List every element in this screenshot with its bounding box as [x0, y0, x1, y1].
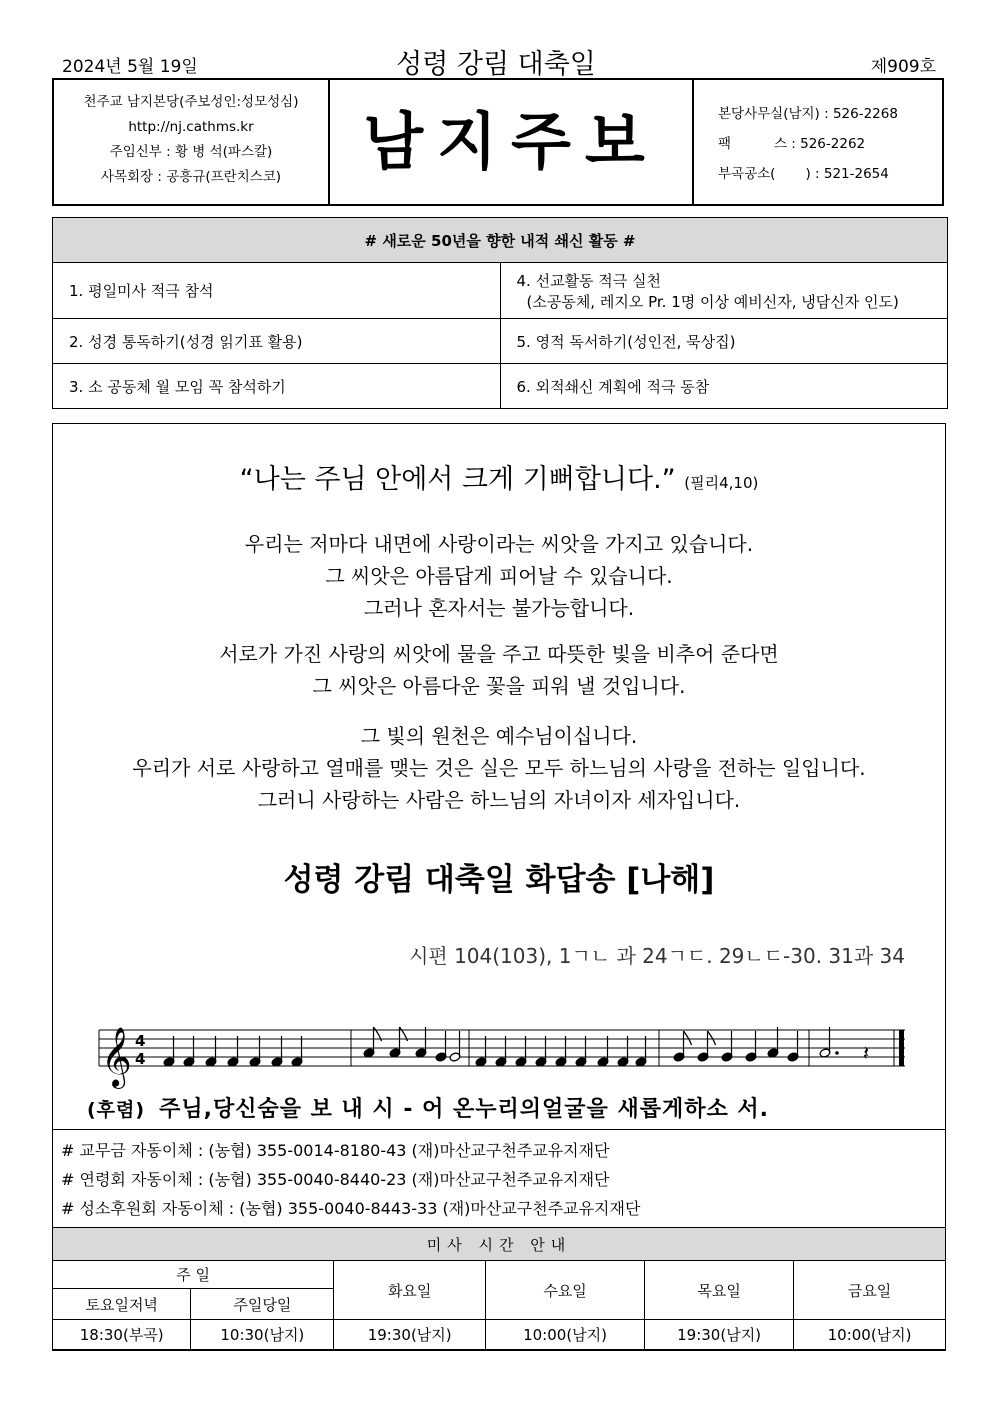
- refrain-tag: (후렴): [87, 1099, 146, 1121]
- reflection-line: 그 씨앗은 아름다운 꽃을 피워 낼 것입니다.: [312, 674, 686, 698]
- music-staff: [89, 1016, 909, 1090]
- contact-list: [692, 80, 942, 204]
- quote-text: “나는 주님 안에서 크게 기뻐합니다.”: [239, 464, 676, 495]
- reflection-line: 그 빛의 원천은 예수님이십니다.: [360, 724, 638, 748]
- activity-4-detail: (소공동체, 레지오 Pr. 1명 이상 예비신자, 냉담신자 인도): [526, 292, 899, 311]
- sunday-label: 주 일: [53, 1261, 334, 1289]
- reflection-line: 그 씨앗은 아름답게 피어날 수 있습니다.: [325, 564, 673, 588]
- contact-bugok: 부곡공소( ) : 521-2654: [718, 166, 889, 182]
- account-list: [53, 1129, 945, 1223]
- reflection-line: 서로가 가진 사랑의 씨앗에 물을 주고 따뜻한 빛을 비추어 준다면: [219, 642, 779, 666]
- mass-heading: 미사 시간 안내: [53, 1228, 946, 1261]
- reflection-line: 우리가 서로 사랑하고 열매를 맺는 것은 실은 모두 하느님의 사랑을 전하는 일입니다.: [132, 756, 866, 780]
- masthead: [52, 78, 944, 206]
- wednesday-label: 수요일: [486, 1261, 645, 1320]
- treble-clef-icon: 𝄞: [101, 1027, 132, 1087]
- pastor: 주임신부 : 황 병 석(파스칼): [109, 144, 273, 160]
- reflection-paragraph-2: [53, 638, 945, 702]
- time-friday: 10:00(남지): [794, 1320, 946, 1350]
- note-flag: [684, 1031, 692, 1045]
- scripture-quote: [53, 457, 945, 496]
- sunday-day-label: 주일당일: [191, 1289, 334, 1320]
- time-wednesday: 10:00(남지): [486, 1320, 645, 1350]
- thursday-label: 목요일: [645, 1261, 794, 1320]
- time-signature-top: 4: [135, 1032, 146, 1050]
- note-flag: [708, 1031, 716, 1045]
- time-tuesday: 19:30(남지): [334, 1320, 486, 1350]
- parish-name: 천주교 남지본당(주보성인:성모성심): [83, 94, 299, 110]
- contact-fax: 팩 스 : 526-2262: [718, 136, 866, 152]
- bulletin-name: 남지주보: [363, 105, 659, 178]
- refrain-text: 주님,당신숨을 보 내 시 - 어 온누리의얼굴을 새롭게하소 서.: [159, 1097, 769, 1122]
- reflection-paragraph-3: [53, 720, 945, 816]
- activities-table: [52, 217, 948, 409]
- reflection-line: 그러니 사랑하는 사람은 하느님의 자녀이자 세자입니다.: [257, 788, 741, 812]
- time-sunday: 10:30(남지): [191, 1320, 334, 1350]
- account-funeral-society: # 연령회 자동이체 : (농협) 355-0040-8440-23 (재)마산교구천주교유지재단: [61, 1170, 610, 1189]
- reflection-paragraph-1: [53, 528, 945, 624]
- notes-group: [163, 1027, 839, 1067]
- activities-heading: # 새로운 50년을 향한 내적 쇄신 활동 #: [53, 218, 948, 263]
- saturday-evening-label: 토요일저녁: [53, 1289, 191, 1320]
- friday-label: 금요일: [794, 1261, 946, 1320]
- refrain-lyrics: [87, 1092, 769, 1123]
- activity-5: 5. 영적 독서하기(성인전, 묵상집): [500, 319, 948, 364]
- reflection-line: 우리는 저마다 내면에 사랑이라는 씨앗을 가지고 있습니다.: [244, 532, 754, 556]
- activity-4-title: 4. 선교활동 적극 실천: [516, 271, 662, 290]
- feast-title: 성령 강림 대축일: [396, 49, 596, 80]
- issue-date: 2024년 5월 19일: [62, 57, 198, 77]
- main-content-box: [52, 423, 946, 1351]
- parish-info: [54, 80, 330, 204]
- activity-1: 1. 평일미사 적극 참석: [53, 263, 501, 319]
- council-chair: 사목회장 : 공흥규(프란치스코): [100, 169, 282, 185]
- mass-schedule-table: [52, 1227, 946, 1350]
- account-tithe: # 교무금 자동이체 : (농협) 355-0014-8180-43 (재)마산교구천주교유지재단: [61, 1141, 610, 1160]
- tuesday-label: 화요일: [334, 1261, 486, 1320]
- time-thursday: 19:30(남지): [645, 1320, 794, 1350]
- psalm-title: 성령 강림 대축일 화답송 [나해]: [283, 862, 715, 898]
- reflection-line: 그러나 혼자서는 불가능합니다.: [363, 596, 635, 620]
- augmentation-dot: [835, 1051, 839, 1055]
- time-saturday-evening: 18:30(부곡): [53, 1320, 191, 1350]
- activity-2: 2. 성경 통독하기(성경 읽기표 활용): [53, 319, 501, 364]
- activity-4: [500, 263, 948, 319]
- quote-reference: (필리4,10): [684, 474, 759, 492]
- quarter-rest-icon: 𝄽: [863, 1041, 870, 1065]
- activity-3: 3. 소 공동체 월 모임 꼭 참석하기: [53, 364, 501, 409]
- activity-6: 6. 외적쇄신 계획에 적극 동참: [500, 364, 948, 409]
- time-signature-bottom: 4: [135, 1050, 146, 1068]
- account-vocation: # 성소후원회 자동이체 : (농협) 355-0040-8443-33 (재)마산교구천주교유지재단: [61, 1199, 641, 1218]
- psalm-reference: 시편 104(103), 1ㄱㄴ 과 24ㄱㄷ. 29ㄴㄷ-30. 31과 34: [409, 944, 905, 968]
- contact-office: 본당사무실(남지) : 526-2268: [718, 106, 898, 122]
- issue-number: 제909호: [870, 57, 936, 77]
- parish-url[interactable]: http://nj.cathms.kr: [128, 119, 254, 135]
